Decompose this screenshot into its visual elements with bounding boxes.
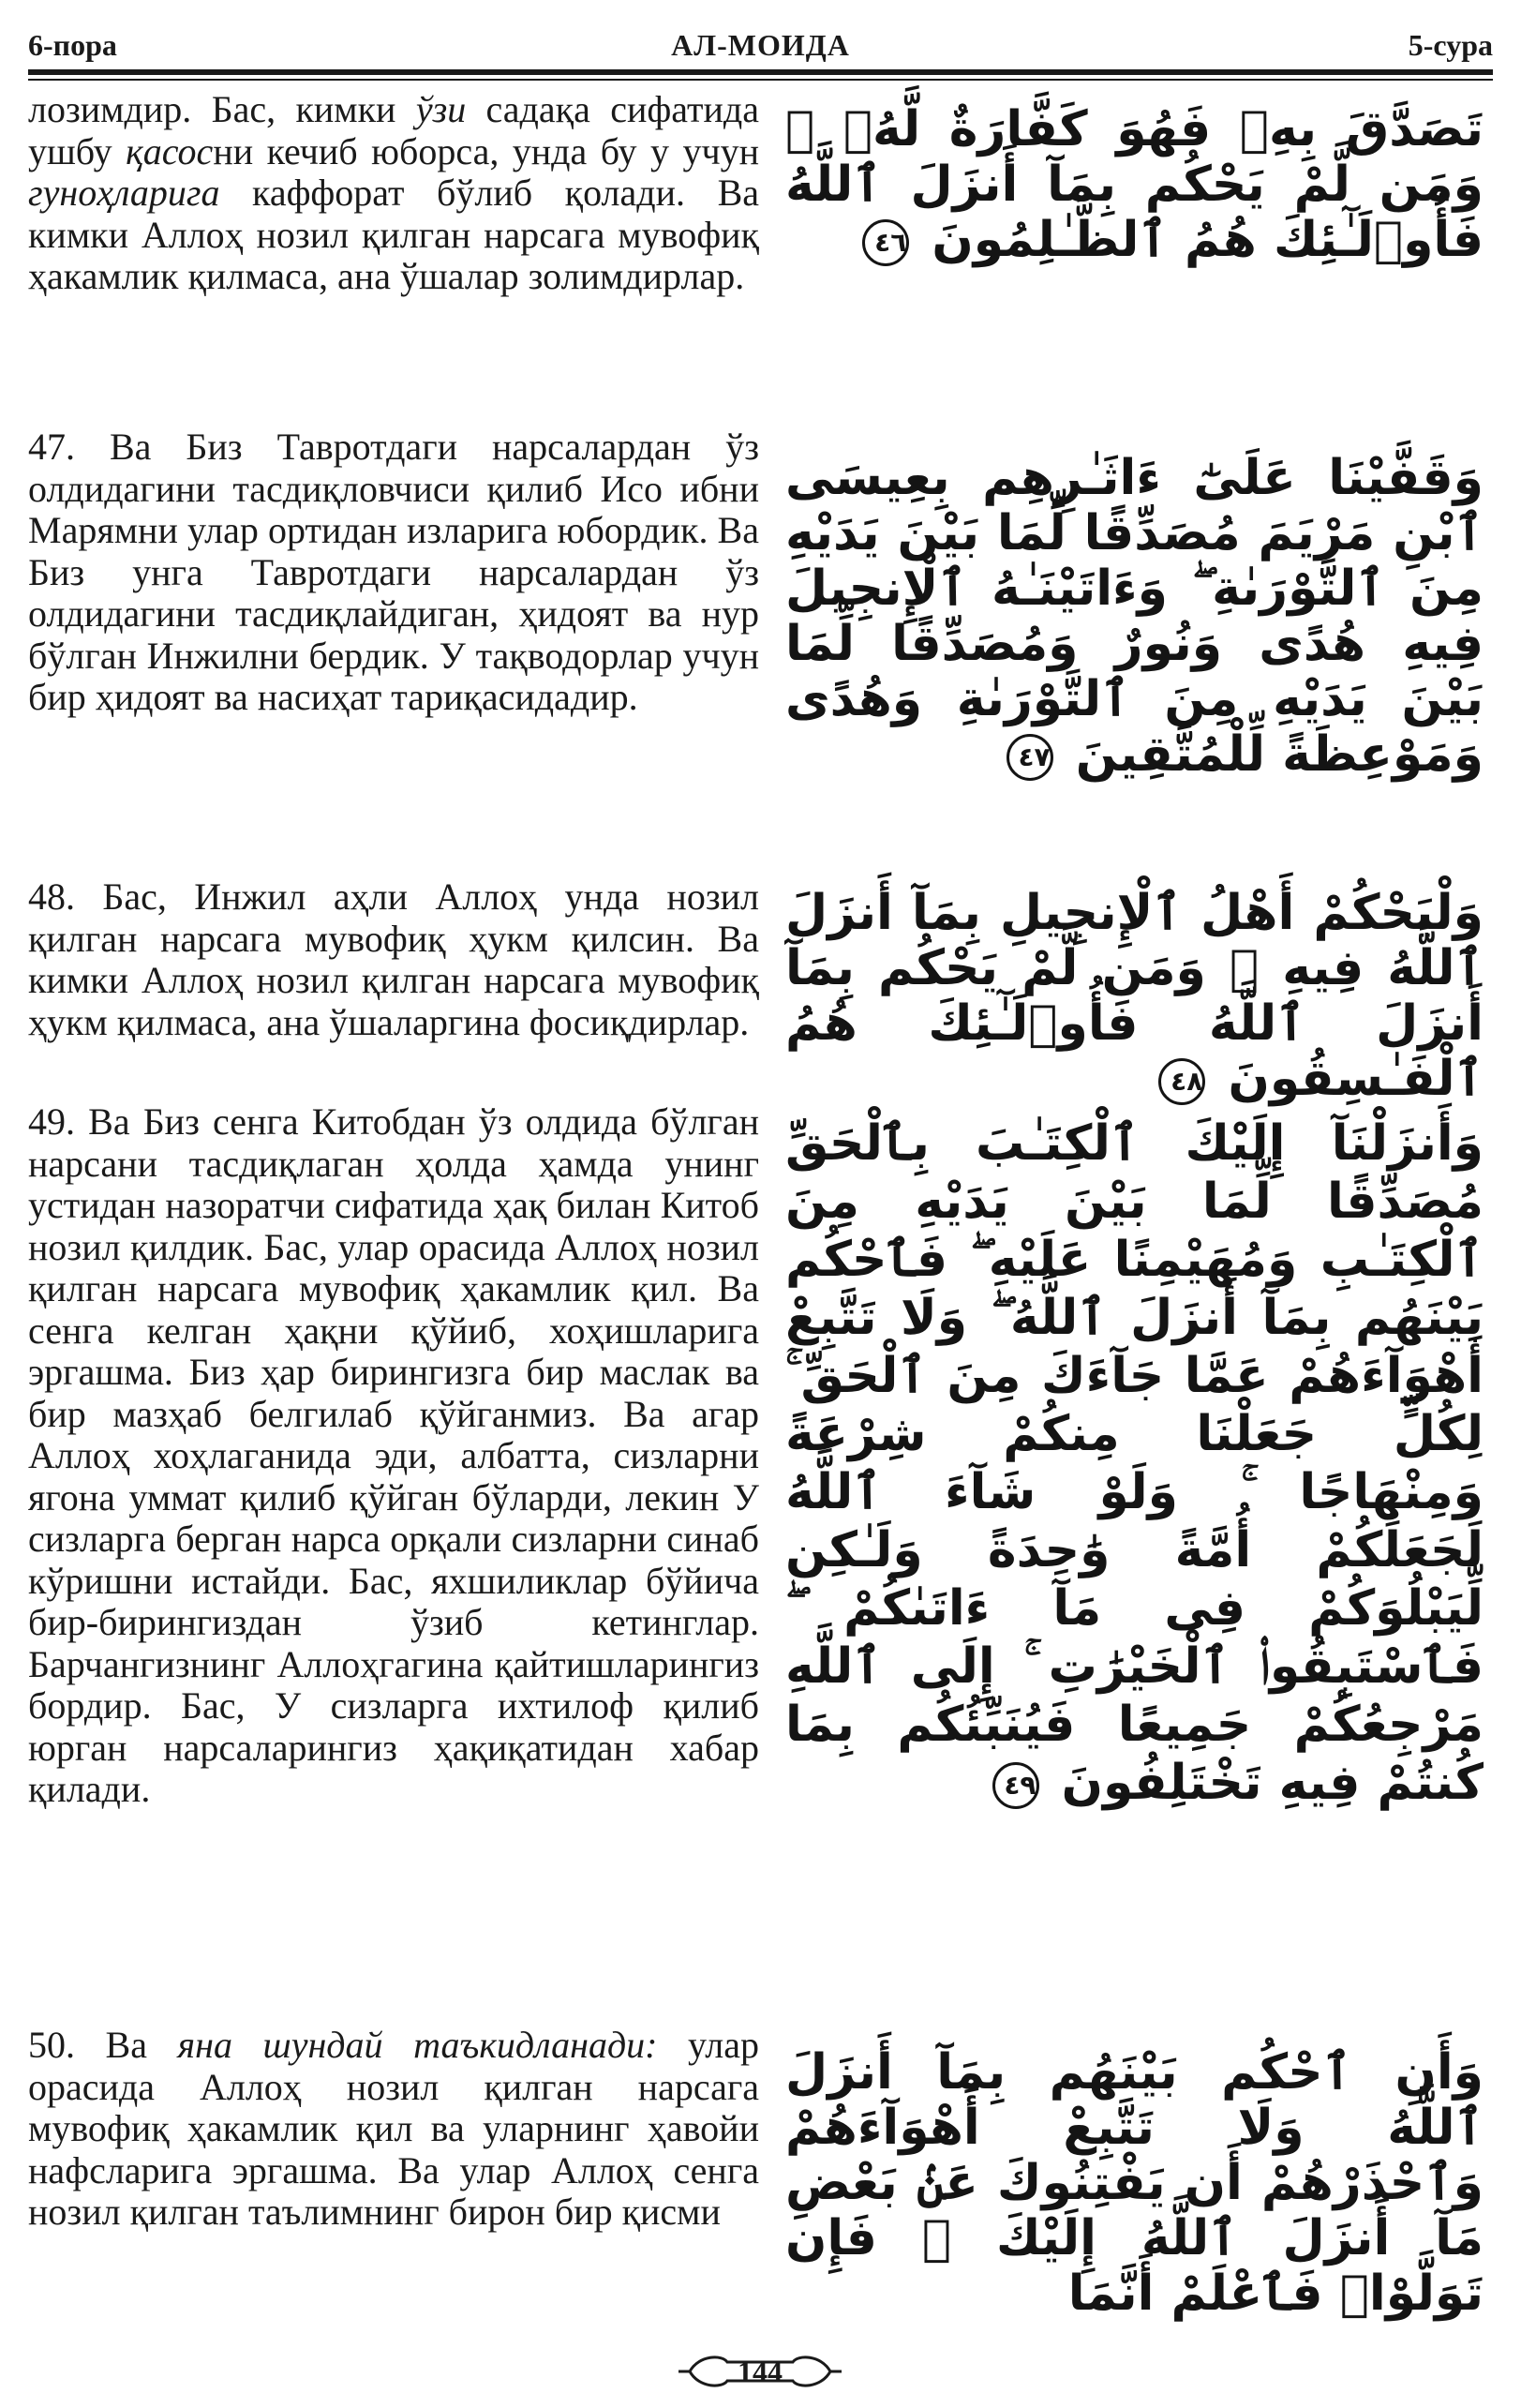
verse-row-47: [28, 426, 1493, 876]
header-rule-thin: [28, 79, 1493, 81]
arabic-text: [785, 2045, 1484, 2322]
header-rule-thick: [28, 69, 1493, 75]
translation-part: 50. Ва: [28, 2024, 178, 2066]
verse-row-46: [28, 89, 1493, 426]
translation-italic-part: гуноҳларига: [28, 172, 220, 214]
arabic-text: [785, 451, 1484, 783]
verse-row-50: [28, 2025, 1493, 2334]
surah-number-label: 5-сура: [1408, 28, 1493, 62]
juz-label: 6-пора: [28, 28, 117, 62]
arabic-verse: تَصَدَّقَ بِهِۦ فَهُوَ كَفَّارَةٌ لَّهُۥ ۚ وَمَن لَّمْ يَحْكُم بِمَآ أَنزَلَ ٱللَّهُ فَأُو۟لَـٰٓئِكَ هُمُ ٱلظَّـٰلِمُونَ: [785, 101, 1484, 268]
translation-part: улар орасида Аллоҳ нозил қилган нарсага мувофиқ ҳакамлик қил ва уларнинг ҳавойи нафсларига эргашма. Ва улар Аллоҳ сенга нозил қилган таълимнинг бирон бир қисми: [28, 2024, 760, 2233]
arabic-verse: وَأَنِ ٱحْكُم بَيْنَهُم بِمَآ أَنزَلَ ٱللَّهُ وَلَا تَتَّبِعْ أَهْوَآءَهُمْ وَٱحْذَرْهُمْ أَن يَفْتِنُوكَ عَنۢ بَعْضِ مَآ أَنزَلَ ٱللَّهُ إِلَيْكَ ۖ فَإِن تَوَلَّوْا۟ فَٱعْلَمْ أَنَّمَا: [785, 2044, 1484, 2322]
translation-part: каффорат бўлиб қолади. Ва кимки Аллоҳ нозил қилган нарсага мувофиқ ҳакамлик қилмаса, ана ўшалар золимдирлар.: [28, 172, 759, 297]
arabic-verse: وَقَفَّيْنَا عَلَىٰٓ ءَاثَـٰرِهِم بِعِيسَى ٱبْنِ مَرْيَمَ مُصَدِّقًا لِّمَا بَيْنَ يَدَيْهِ مِنَ ٱلتَّوْرَىٰةِ ۖ وَءَاتَيْنَـٰهُ ٱلْإِنجِيلَ فِيهِ هُدًى وَنُورٌ وَمُصَدِّقًا لِّمَا بَيْنَ يَدَيْهِ مِنَ ٱلتَّوْرَىٰةِ وَهُدًى وَمَوْعِظَةً لِّلْمُتَّقِينَ: [785, 450, 1484, 783]
surah-title: АЛ-МОИДА: [671, 28, 850, 62]
translation-part: садақа сифатида ушбу: [28, 88, 760, 172]
verse-number-marker: ٤٧: [1007, 734, 1053, 781]
translation-text: [28, 1101, 759, 1811]
page-number: 144: [738, 2355, 783, 2388]
verse-number-marker: ٤٦: [862, 219, 909, 266]
translation-part: 48. Бас, Инжил аҳли Аллоҳ унда нозил қилган нарсага мувофиқ ҳукм қилсин. Ва кимки Аллоҳ нозил қилган нарсага мувофиқ ҳукм қилмаса, ана ўшаларгина фосиқдирлар.: [28, 875, 759, 1043]
translation-italic-part: яна шундай таъкидланади:: [177, 2024, 658, 2066]
arabic-verse: وَأَنزَلْنَآ إِلَيْكَ ٱلْكِتَـٰبَ بِٱلْحَقِّ مُصَدِّقًا لِّمَا بَيْنَ يَدَيْهِ مِنَ ٱلْكِتَـٰبِ وَمُهَيْمِنًا عَلَيْهِ ۖ فَٱحْكُم بَيْنَهُم بِمَآ أَنزَلَ ٱللَّهُ ۖ وَلَا تَتَّبِعْ أَهْوَآءَهُمْ عَمَّا جَآءَكَ مِنَ ٱلْحَقِّ ۚ لِكُلٍّ جَعَلْنَا مِنكُمْ شِرْعَةً وَمِنْهَاجًا ۚ وَلَوْ شَآءَ ٱللَّهُ لَجَعَلَكُمْ أُمَّةً وَٰحِدَةً وَلَـٰكِن لِّيَبْلُوَكُمْ فِى مَآ ءَاتَىٰكُمْ ۖ فَٱسْتَبِقُوا۟ ٱلْخَيْرَٰتِ ۚ إِلَى ٱللَّهِ مَرْجِعُكُمْ جَمِيعًا فَيُنَبِّئُكُم بِمَا كُنتُمْ فِيهِ تَخْتَلِفُونَ: [785, 1115, 1484, 1811]
translation-italic-part: қасос: [126, 129, 214, 172]
arabic-text: [785, 886, 1484, 1107]
verse-number-marker: ٤٨: [1158, 1058, 1205, 1105]
translation-text: [28, 2025, 759, 2234]
arabic-text: [785, 102, 1484, 268]
page-header: [28, 26, 1493, 67]
verse-row-49: [28, 1101, 1493, 2020]
translation-text: [28, 876, 759, 1043]
translation-text: [28, 426, 759, 719]
translation-part: 49. Ва Биз сенга Китобдан ўз олдида бўлган нарсани тасдиқлаган ҳолда ҳамда унинг устидан назоратчи сифатида ҳақ билан Китоб нозил қилдик. Бас, улар орасида Аллоҳ нозил қилган нарсага мувофиқ ҳакамлик қил. Ва сенга келган ҳақни қўйиб, хоҳишларига эргашма. Биз ҳар бирингизга бир маслак ва бир мазҳаб белгилаб қўйганмиз. Ва агар Аллоҳ хоҳлаганида эди, албатта, сизларни ягона уммат қилиб қўйган бўларди, лекин У сизларга берган нарса орқали сизларни синаб кўришни истайди. Бас, яхшиликлар бўйича бир-бирингиздан ўзиб кетинглар. Барчангизнинг Аллоҳгагина қайтишларингиз бордир. Бас, У сизларга ихтилоф қилиб юрган нарсаларингиз ҳақиқатидан хабар қилади.: [28, 1100, 759, 1810]
verse-number-marker: ٤٩: [992, 1762, 1039, 1809]
arabic-text: [785, 1114, 1484, 1812]
arabic-verse: وَلْيَحْكُمْ أَهْلُ ٱلْإِنجِيلِ بِمَآ أَنزَلَ ٱللَّهُ فِيهِ ۚ وَمَن لَّمْ يَحْكُم بِمَآ أَنزَلَ ٱللَّهُ فَأُو۟لَـٰٓئِكَ هُمُ ٱلْفَـٰسِقُونَ: [785, 885, 1484, 1107]
verse-row-48: [28, 875, 1493, 1107]
translation-text: [28, 89, 759, 298]
translation-part: лозимдир. Бас, кимки: [28, 88, 416, 130]
translation-part: ни кечиб юборса, унда бу у учун: [213, 129, 759, 172]
translation-part: 47. Ва Биз Тавротдаги нарсалардан ўз олдидагини тасдиқловчиси қилиб Исо ибни Марямни улар ортидан изларига юбордик. Ва Биз унга Тавротдаги нарсалардан ўз олдидагини тасдиқлайдиган, ҳидоят ва нур бўлган Инжилни бердик. У тақводорлар учун бир ҳидоят ва насиҳат тариқасидадир.: [28, 426, 759, 718]
translation-italic-part: ўзи: [415, 88, 467, 130]
